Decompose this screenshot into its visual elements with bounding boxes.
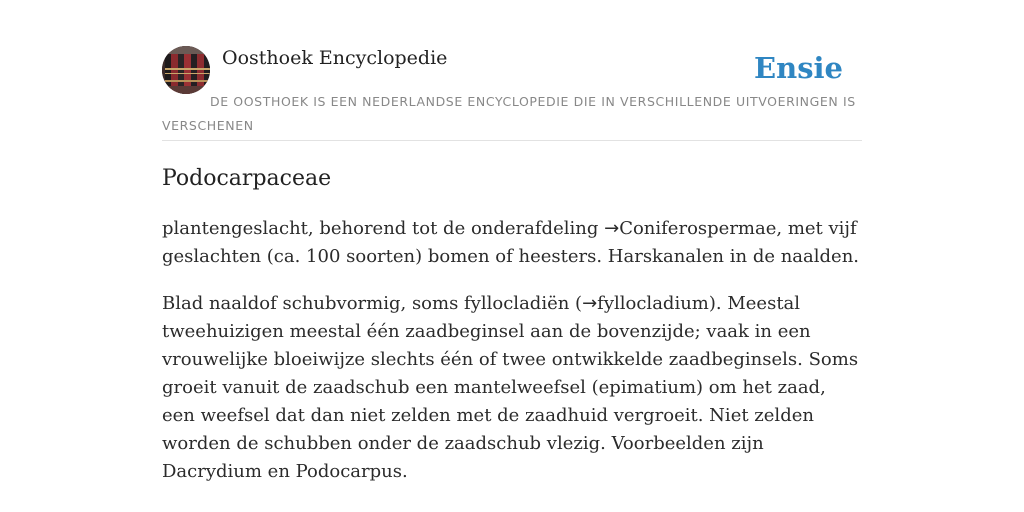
link-fyllocladium[interactable]: fyllocladium — [597, 293, 709, 314]
arrow-right-icon: → — [582, 293, 598, 314]
paragraph-text: Blad naaldof schubvormig, soms fyllocladiën ( — [162, 293, 583, 314]
article-title: Podocarpaceae — [162, 166, 332, 191]
book-spines-icon[interactable] — [162, 46, 210, 94]
paragraph-text: , met vijf geslachten (ca. 100 soorten) bomen of heesters. Harskanalen in de naalden. — [162, 218, 860, 267]
site-title[interactable]: Oosthoek Encyclopedie — [222, 47, 448, 69]
arrow-right-icon: → — [604, 218, 620, 239]
paragraph-text: ). Meestal tweehuizigen meestal één zaadbeginsel aan de bovenzijde; vaak in een vrouwelijke bloeiwijze slechts één of twee ontwikkelde zaadbeginsels. Soms groeit vanuit de zaadschub een mantelweefsel (epimatium) om het zaad, een weefsel dat dan niet zelden met de zaadhuid vergroeit. Niet zelden worden de schubben onder de zaadschub vlezig. Voorbeelden zijn Dacrydium en Podocarpus. — [162, 293, 859, 482]
article-paragraph-1 — [162, 215, 862, 271]
link-coniferospermae[interactable]: Coniferospermae — [619, 218, 777, 239]
article — [162, 162, 862, 486]
paragraph-text: plantengeslacht, behorend tot de onderafdeling — [162, 218, 605, 239]
brand-logo[interactable]: Ensie — [754, 51, 843, 85]
site-header — [162, 46, 862, 141]
site-tagline: DE OOSTHOEK IS EEN NEDERLANDSE ENCYCLOPEDIE DIE IN VERSCHILLENDE UITVOERINGEN IS VERSCHENEN — [162, 94, 856, 133]
article-paragraph-2 — [162, 290, 862, 486]
